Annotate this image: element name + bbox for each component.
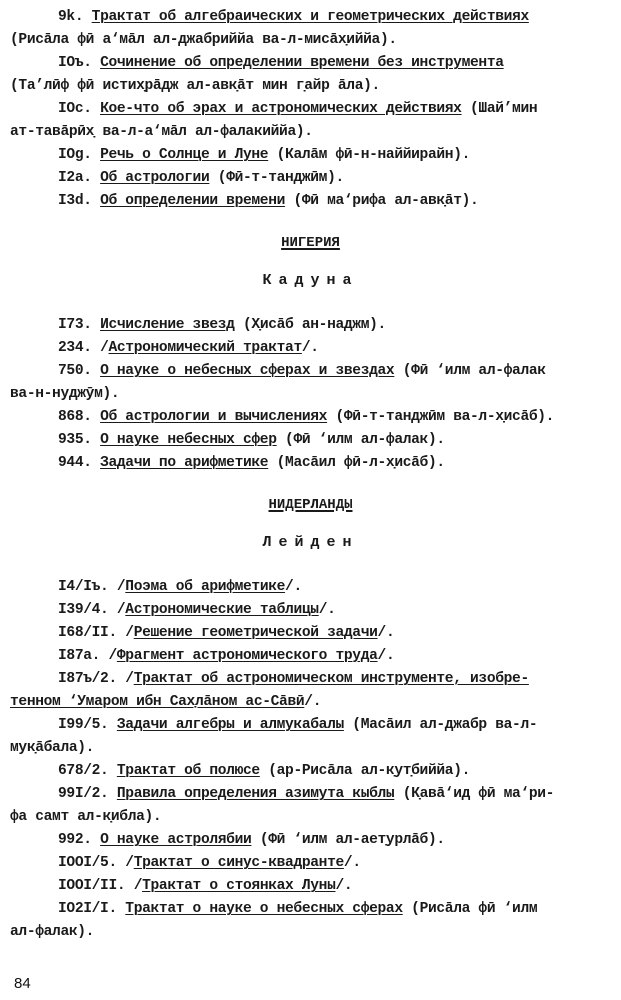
country-heading [0,234,621,252]
entry [58,831,445,849]
entry-title: О науке о небесных сферах и звездах [100,363,395,379]
entry-10g [58,146,470,164]
bracket: / [100,340,109,356]
entry-title: Задачи по арифметике [100,455,269,471]
entry [58,900,537,918]
entry-arabic-title: (Фӣ-т-танджӣм). [209,170,344,186]
bracket: /. [335,878,353,894]
entry-number: I3d. [58,193,92,209]
entry-number: IOc. [58,101,92,117]
entry-title: Об астрологии [100,170,210,186]
entry-title: Астрономический трактат [108,340,302,356]
entry-number: 234. [58,340,92,356]
entry-arabic-title: (Фӣ ‘илм ал-фалак). [276,432,445,448]
entry-title: Трактат об полюсе [116,763,260,779]
entry [58,578,302,596]
entry [58,670,529,688]
entry [58,362,546,380]
entry-number: 750. [58,363,92,379]
bracket: /. [377,625,395,641]
entry-arabic-title: (Фӣ ‘илм ал-фалак [394,363,546,379]
entry-title: Задачи алгебры и алмукабалы [116,717,344,733]
entry-number: 992. [58,832,92,848]
entry-title: Трактат о синус-квадранте [133,855,344,871]
page-number: 84 [14,975,31,992]
entry-arabic-title: (Х̣исāб ан-наджм). [234,317,386,333]
entry-title: Трактат об астрономическом инструменте, изобре- [133,671,529,687]
city-heading: Лейден [262,534,359,551]
entry [58,454,445,472]
entry-arabic-title: (ар-Рисāла ал-к̣ут̣биййа). [259,763,471,779]
entry [58,647,394,665]
entry-title: Кое-что об эрах и астрономических действиях [100,101,462,117]
bracket: / [116,602,126,618]
entry-number: IOOI/II. [58,878,126,894]
entry-continuation: ал-фалак). [10,924,95,940]
entry-number: 99I/2. [58,786,109,802]
bracket: /. [343,855,361,871]
entry-continuation [10,693,321,711]
entry [58,624,394,642]
entry-title-continuation: тенном ‘Умаром ибн Сах̣лāном ас-Сāвӣ [10,694,305,710]
entry-arabic-title: (Масāил фӣ-л-х̣исāб). [268,455,445,471]
entry-continuation: ва-н-нуджӯм). [10,386,120,402]
city-heading: Кадуна [262,272,359,289]
entry-title: Поэма об арифметике [125,579,286,595]
entry-title: Об определении времени [100,193,286,209]
entry-number: IOOI/5. [58,855,117,871]
entry-title: Фрагмент астрономического труда [116,648,378,664]
country-name: НИГЕРИЯ [281,235,340,251]
entry-continuation: (Та’лӣф фӣ истих̣рāдж ал-авк̣āт мин г̣айр āла). [10,78,380,94]
entry-number: I2a. [58,170,92,186]
entry-number: I73. [58,317,92,333]
entry-arabic-title: (Фӣ-т-танджӣм ва-л-х̣исāб). [327,409,555,425]
entry-continuation: ат-тавāрӣх̣ ва-л-а‘мāл ал-фалакиййа). [10,124,313,140]
bracket: /. [301,340,319,356]
entry-title: Трактат о стоянках Луны [142,878,336,894]
entry-number: 935. [58,432,92,448]
entry-number: IO2I/I. [58,901,117,917]
entry-title: Речь о Солнце и Луне [100,147,269,163]
entry-title: Исчисление звезд [100,317,235,333]
entry-number: I99/5. [58,717,109,733]
entry-title: Правила определения азимута кыблы [116,786,395,802]
entry [58,877,352,895]
entry-10b [58,54,504,72]
country-name: НИДЕРЛАНДЫ [268,497,353,513]
entry-arabic-title: (Калāм фӣ-н-наййирайн). [268,147,471,163]
entry [58,854,361,872]
entry-continuation: фа самт ал-к̣ибла). [10,809,162,825]
entry-12a [58,169,344,187]
entry-title: Решение геометрической задачи [133,625,378,641]
entry-number: 9k. [58,9,84,25]
entry [58,339,319,357]
bracket: /. [304,694,322,710]
entry-continuation: (Рисāла фӣ а‘мāл ал-джабриййа ва-л-мисāх̣иййа). [10,32,397,48]
entry [58,785,554,803]
entry-number: 678/2. [58,763,109,779]
bracket: /. [318,602,336,618]
entry-arabic-title: (Шай’мин [461,101,538,117]
entry [58,716,537,734]
entry-title: Трактат о науке о небесных сферах [125,901,403,917]
entry-number: IOg. [58,147,92,163]
entry [58,408,554,426]
bracket: / [125,855,134,871]
entry-number: I68/II. [58,625,117,641]
bracket: / [108,648,117,664]
entry-continuation: мук̣āбала). [10,740,95,756]
entry-title: О науке астролябии [100,832,252,848]
bracket: / [133,878,143,894]
entry-number: I87ъ/2. [58,671,117,687]
entry-title: Сочинение об определении времени без инструмента [100,55,504,71]
entry-title: Об астрологии и вычислениях [100,409,328,425]
bracket: / [125,625,134,641]
bracket: /. [285,579,302,595]
bracket: / [116,579,126,595]
bracket: /. [377,648,395,664]
entry-title: Астрономические таблицы [125,602,319,618]
entry [58,601,336,619]
entry-title: Трактат об алгебраических и геометрических действиях [91,9,529,25]
entry-10c [58,100,537,118]
entry-arabic-title: (К̣авā‘ид фӣ ма‘ри- [394,786,555,802]
entry-13d [58,192,478,210]
entry-number: I4/Iъ. [58,579,109,595]
entry [58,431,445,449]
entry-arabic-title: (Фӣ ма‘рифа ал-авк̣āт). [285,193,479,209]
entry-arabic-title: (Масāил ал-джабр ва-л- [343,717,538,733]
entry [58,762,470,780]
entry-arabic-title: (Рисāла фӣ ‘илм [402,901,538,917]
entry-title: О науке небесных сфер [100,432,277,448]
bracket: / [125,671,134,687]
entry-arabic-title: (Фӣ ‘илм ал-ает̣урлāб). [251,832,445,848]
entry-number: I87a. [58,648,101,664]
entry [58,316,386,334]
entry-number: 944. [58,455,92,471]
country-heading [0,496,621,514]
entry-number: 868. [58,409,92,425]
entry-number: IOъ. [58,55,92,71]
entry-number: I39/4. [58,602,109,618]
entry-9k [58,8,529,26]
